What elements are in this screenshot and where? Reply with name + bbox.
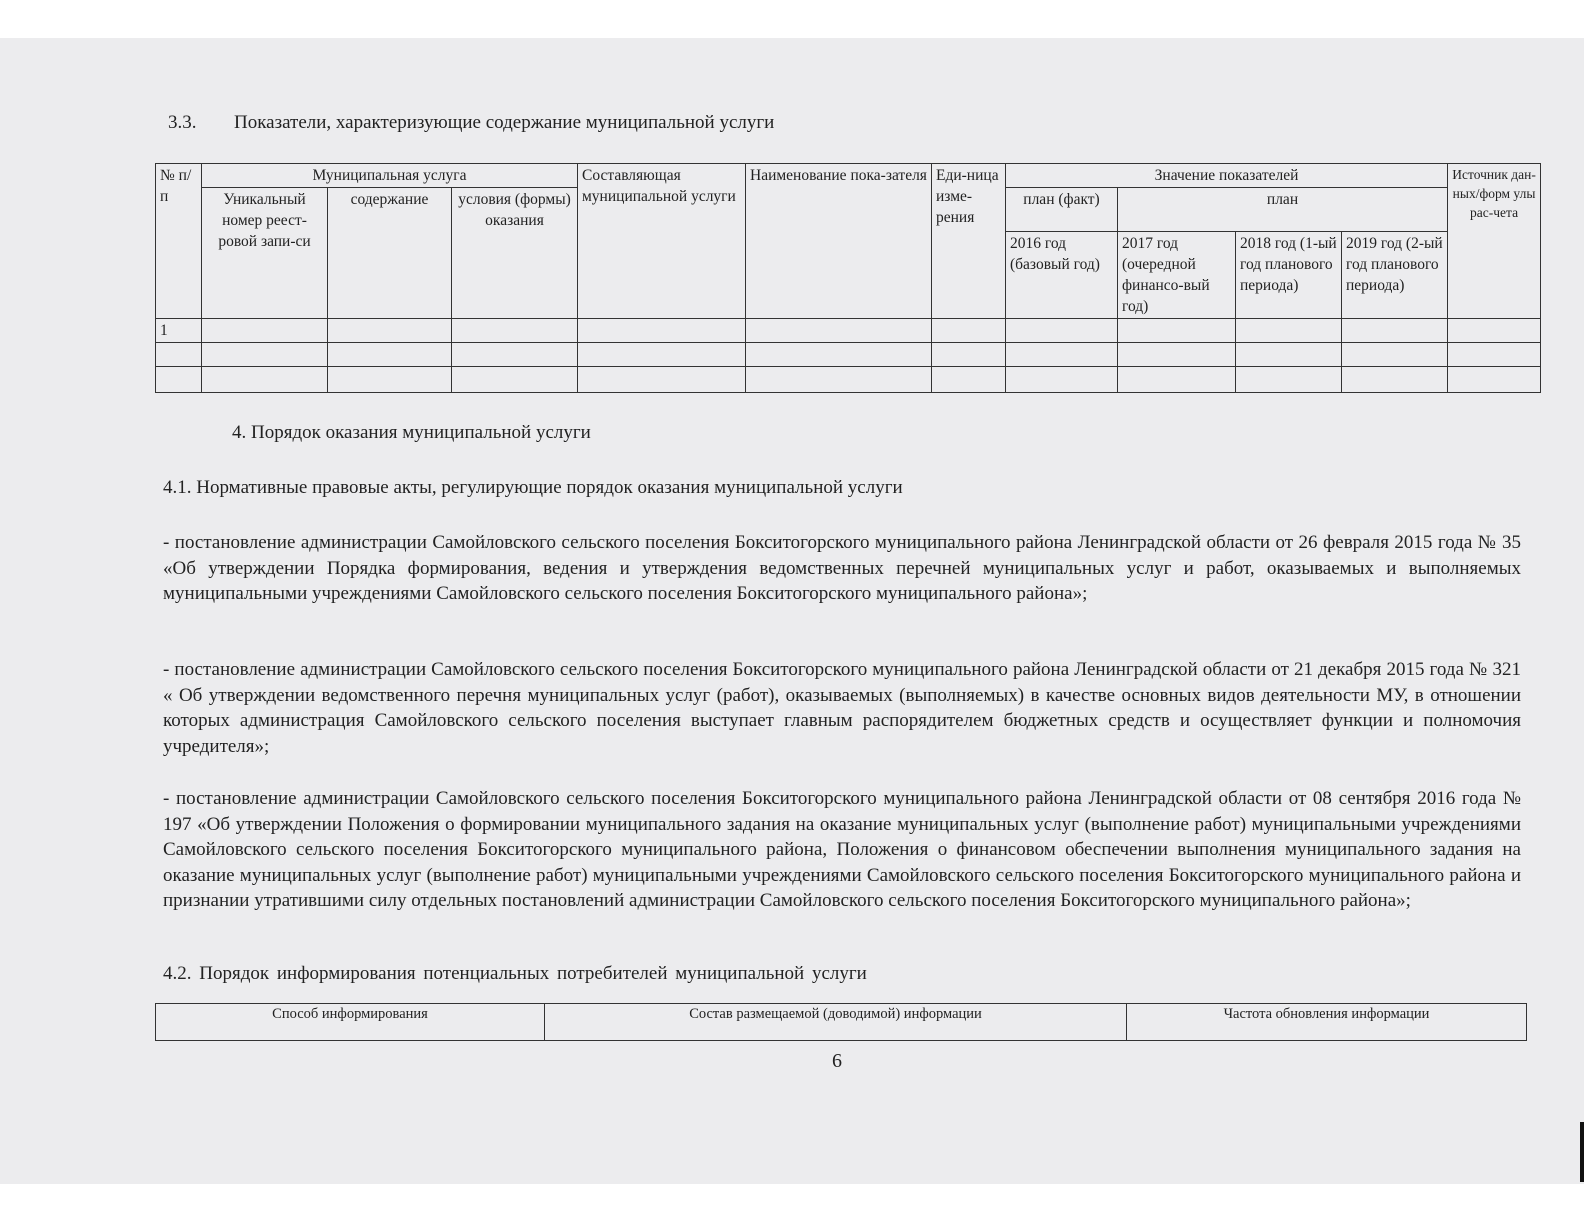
indicators-table xyxy=(155,163,1541,393)
legal-act-2: - постановление администрации Самойловского сельского поселения Бокситогорского муниципального района Ленинградской области от 21 декабря 2015 года № 321 « Об утверждении ведомственного перечня муниципальных услуг (работ), оказываемых (выполняемых) в качестве основных видов деятельности МУ, в отношении которых администрация Самойловского сельского поселения выступает главным распорядителем бюджетных средств и осуществляет функции и полномочия учредителя»; xyxy=(163,659,1521,757)
col-update-frequency-header: Частота обновления информации xyxy=(1127,1004,1527,1041)
col-2016-header: 2016 год (базовый год) xyxy=(1006,232,1118,319)
col-2019-header: 2019 год (2-ый год планового периода) xyxy=(1342,232,1448,319)
col-component-header: Составляющая муниципальной услуги xyxy=(578,164,746,319)
page-number: 6 xyxy=(832,1050,842,1072)
legal-act-3: - постановление администрации Самойловского сельского поселения Бокситогорского муниципального района Ленинградской области от 08 сентября 2016 года № 197 «Об утверждении Положения о формировании муниципального задания на оказание муниципальных услуг (выполнение работ) муниципальными учреждениями Самойловского сельского поселения Бокситогорского муниципального района, Положения о финансовом обеспечении выполнения муниципального задания на оказание муниципальных услуг (выполнение работ) муниципальными учреждениями Самойловского сельского поселения Бокситогорского муниципального района и признании утратившими силу отдельных постановлений администрации Самойловского сельского поселения Бокситогорского муниципального района»; xyxy=(163,788,1521,911)
col-method-header: Способ информирования xyxy=(156,1004,545,1041)
row-number-cell: 1 xyxy=(156,319,202,343)
section-4-heading: 4. Порядок оказания муниципальной услуги xyxy=(232,422,591,443)
col-2017-header: 2017 год (очередной финансо-вый год) xyxy=(1118,232,1236,319)
section-3-3-title: Показатели, характеризующие содержание муниципальной услуги xyxy=(234,112,775,133)
col-values-header: Значение показателей xyxy=(1006,164,1448,188)
legal-act-1: - постановление администрации Самойловского сельского поселения Бокситогорского муниципального района Ленинградской области от 26 февраля 2015 года № 35 «Об утверждении Порядка формирования, ведения и утверждения ведомственных перечней муниципальных услуг и работ, оказываемых и выполняемых муниципальными учреждениями Самойловского сельского поселения Бокситогорского муниципального района»; xyxy=(163,532,1521,604)
col-conditions-header: условия (формы) оказания xyxy=(452,188,578,319)
section-4-2-heading: 4.2. Порядок информирования потенциальных потребителей муниципальной услуги xyxy=(163,963,867,984)
section-4-1-heading: 4.1. Нормативные правовые акты, регулирующие порядок оказания муниципальной услуги xyxy=(163,477,903,498)
col-indicator-name-header: Наименование пока-зателя xyxy=(746,164,932,319)
section-3-3-heading xyxy=(168,112,774,134)
col-number-header: № п/п xyxy=(156,164,202,319)
scan-edge xyxy=(1580,1122,1584,1182)
col-plan-header: план xyxy=(1118,188,1448,232)
col-unique-number-header: Уникальный номер реест-ровой запи-си xyxy=(202,188,328,319)
table-row xyxy=(156,343,1541,367)
section-3-3-number: 3.3. xyxy=(168,112,197,133)
col-unit-header: Еди-ница изме-рения xyxy=(932,164,1006,319)
informing-table xyxy=(155,1003,1527,1041)
col-info-content-header: Состав размещаемой (доводимой) информации xyxy=(545,1004,1127,1041)
col-2018-header: 2018 год (1-ый год планового периода) xyxy=(1236,232,1342,319)
col-plan-fact-header: план (факт) xyxy=(1006,188,1118,232)
col-source-header: Источник дан-ных/форм улы рас-чета xyxy=(1448,164,1541,319)
table-row xyxy=(156,319,1541,343)
table-row xyxy=(156,367,1541,393)
col-service-header: Муниципальная услуга xyxy=(202,164,578,188)
col-content-header: содержание xyxy=(328,188,452,319)
